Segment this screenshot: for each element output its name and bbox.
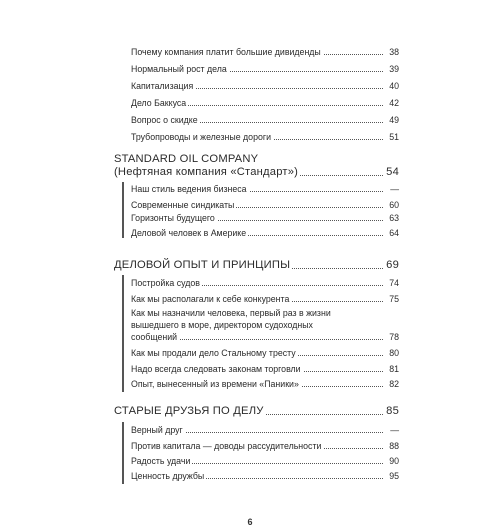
toc-entry-page: 90 <box>389 456 399 466</box>
toc-entry-title: Верный друг <box>131 425 183 435</box>
toc-entry-title: Почему компания платит большие дивиденды <box>131 47 321 57</box>
toc-entry-title: Против капитала — доводы рассудительности <box>131 441 322 451</box>
page-number: 6 <box>247 517 253 527</box>
toc-entry-title: сообщений <box>131 332 178 342</box>
toc-entry-page: 88 <box>389 441 399 451</box>
toc-entry-title-line: вышедшего в море, директором судоходных <box>131 319 313 330</box>
toc-entry-page: 51 <box>389 132 399 142</box>
toc-entry-page: 95 <box>389 471 399 481</box>
section-bar <box>122 275 124 392</box>
toc-entry-page: — <box>390 425 399 435</box>
toc-entry-page: 81 <box>389 364 399 374</box>
section-bar <box>122 182 124 238</box>
toc-entry-page: 39 <box>389 64 399 74</box>
section-page: 54 <box>386 166 399 178</box>
toc-entry-page: 74 <box>389 278 399 288</box>
section-title: ДЕЛОВОЙ ОПЫТ И ПРИНЦИПЫ <box>114 259 291 271</box>
toc-entry-title: Как мы продали дело Стальному тресту <box>131 348 296 358</box>
section-title: STANDARD OIL COMPANY <box>114 153 259 165</box>
toc-entry-multiline <box>131 308 399 331</box>
toc-entry-page: 80 <box>389 348 399 358</box>
toc-entry-page: 60 <box>389 200 399 210</box>
toc-entry-title: Радость удачи <box>131 456 191 466</box>
toc-entry-title: Постройка судов <box>131 278 200 288</box>
toc-entry-page: 63 <box>389 213 399 223</box>
section-page: 69 <box>386 259 399 271</box>
toc-entry-page: 78 <box>389 332 399 342</box>
toc-entry-page: 82 <box>389 379 399 389</box>
toc-entry-page: 42 <box>389 98 399 108</box>
toc-entry-title: Опыт, вынесенный из времени «Паники» <box>131 379 299 389</box>
toc-entry-title-line: Как мы назначили человека, первый раз в жизни <box>131 308 331 318</box>
toc-entry-title: Современные синдикаты <box>131 200 235 210</box>
toc-entry-title: Капитализация <box>131 81 194 91</box>
toc-entry-title: Ценность дружбы <box>131 471 205 481</box>
toc-entry-page: 38 <box>389 47 399 57</box>
toc-entry-page: 75 <box>389 294 399 304</box>
section-subtitle: (Нефтяная компания «Стандарт») <box>114 166 299 178</box>
toc-entry-page: — <box>390 184 399 194</box>
toc-entry-title: Деловой человек в Америке <box>131 228 247 238</box>
toc-entry-title: Надо всегда следовать законам торговли <box>131 364 301 374</box>
section-bar <box>122 422 124 484</box>
section-title: СТАРЫЕ ДРУЗЬЯ ПО ДЕЛУ <box>114 405 264 417</box>
section-heading <box>114 153 399 166</box>
toc-entry-title: Дело Баккуса <box>131 98 187 108</box>
toc-entry-title: Вопрос о скидке <box>131 115 198 125</box>
toc-entry-title: Нормальный рост дела <box>131 64 227 74</box>
section-page: 85 <box>386 405 399 417</box>
toc-entry-page: 49 <box>389 115 399 125</box>
toc-entry-page: 64 <box>389 228 399 238</box>
toc-entry-title: Наш стиль ведения бизнеса <box>131 184 247 194</box>
toc-entry-page: 40 <box>389 81 399 91</box>
toc-entry-title: Трубопроводы и железные дороги <box>131 132 271 142</box>
toc-entry-title: Как мы располагали к себе конкурента <box>131 294 290 304</box>
toc-entry-title: Горизонты будущего <box>131 213 215 223</box>
